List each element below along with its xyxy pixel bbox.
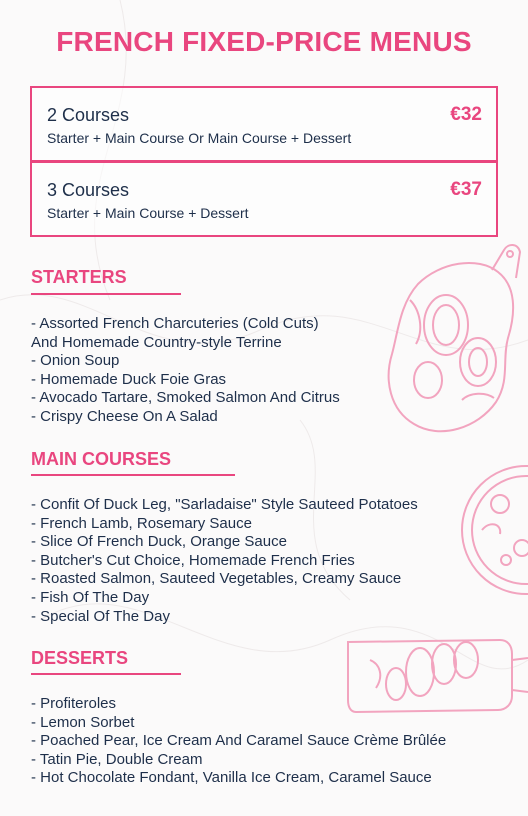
- list-item: - French Lamb, Rosemary Sauce: [31, 514, 252, 532]
- page-title: FRENCH FIXED-PRICE MENUS: [56, 26, 472, 57]
- starters-list: [31, 315, 340, 427]
- list-item: - Onion Soup: [31, 352, 120, 370]
- section-divider: [31, 474, 235, 476]
- list-item: - Avocado Tartare, Smoked Salmon And Citrus: [31, 389, 340, 407]
- list-item: - Confit Of Duck Leg, "Sarladaise" Style Sauteed Potatoes: [31, 496, 418, 513]
- section-title-starters: STARTERS: [31, 267, 127, 287]
- list-item: - Profiteroles: [31, 695, 117, 712]
- list-item: - Fish Of The Day: [31, 588, 150, 606]
- list-item: - Hot Chocolate Fondant, Vanilla Ice Cream, Caramel Sauce: [31, 769, 432, 787]
- section-title-main-courses: MAIN COURSES: [31, 449, 172, 469]
- section-divider: [31, 293, 181, 295]
- list-item: - Homemade Duck Foie Gras: [31, 370, 227, 388]
- price-option-price: €32: [450, 104, 482, 125]
- list-item: - Slice Of French Duck, Orange Sauce: [31, 533, 287, 551]
- list-item: - Poached Pear, Ice Cream And Caramel Sauce Crème Brûlée: [31, 732, 447, 750]
- price-option-name: 2 Courses: [47, 105, 130, 125]
- charcuterie-board-illustration: [389, 245, 520, 431]
- price-option-description: Starter + Main Course + Dessert: [47, 205, 249, 221]
- list-item: - Lemon Sorbet: [31, 713, 135, 731]
- section-title-desserts: DESSERTS: [31, 648, 129, 668]
- list-item: - Roasted Salmon, Sauteed Vegetables, Creamy Sauce: [31, 570, 402, 588]
- list-item: - Crispy Cheese On A Salad: [31, 407, 218, 425]
- list-item: - Special Of The Day: [31, 607, 170, 625]
- round-pan-illustration: [462, 466, 528, 594]
- price-option-price: €37: [450, 179, 482, 200]
- price-option-name: 3 Courses: [47, 180, 130, 200]
- price-option-description: Starter + Main Course Or Main Course + Dessert: [47, 130, 352, 146]
- main-courses-list: [31, 496, 418, 626]
- list-item: - Butcher's Cut Choice, Homemade French Fries: [31, 551, 355, 569]
- section-divider: [31, 673, 181, 675]
- list-item: - Tatin Pie, Double Cream: [31, 750, 203, 768]
- desserts-list: [31, 695, 446, 788]
- price-option-3-courses: [30, 161, 498, 237]
- price-option-2-courses: [30, 86, 498, 162]
- list-item: - Assorted French Charcuteries (Cold Cuts) And Homemade Country-style Terrine: [31, 315, 319, 351]
